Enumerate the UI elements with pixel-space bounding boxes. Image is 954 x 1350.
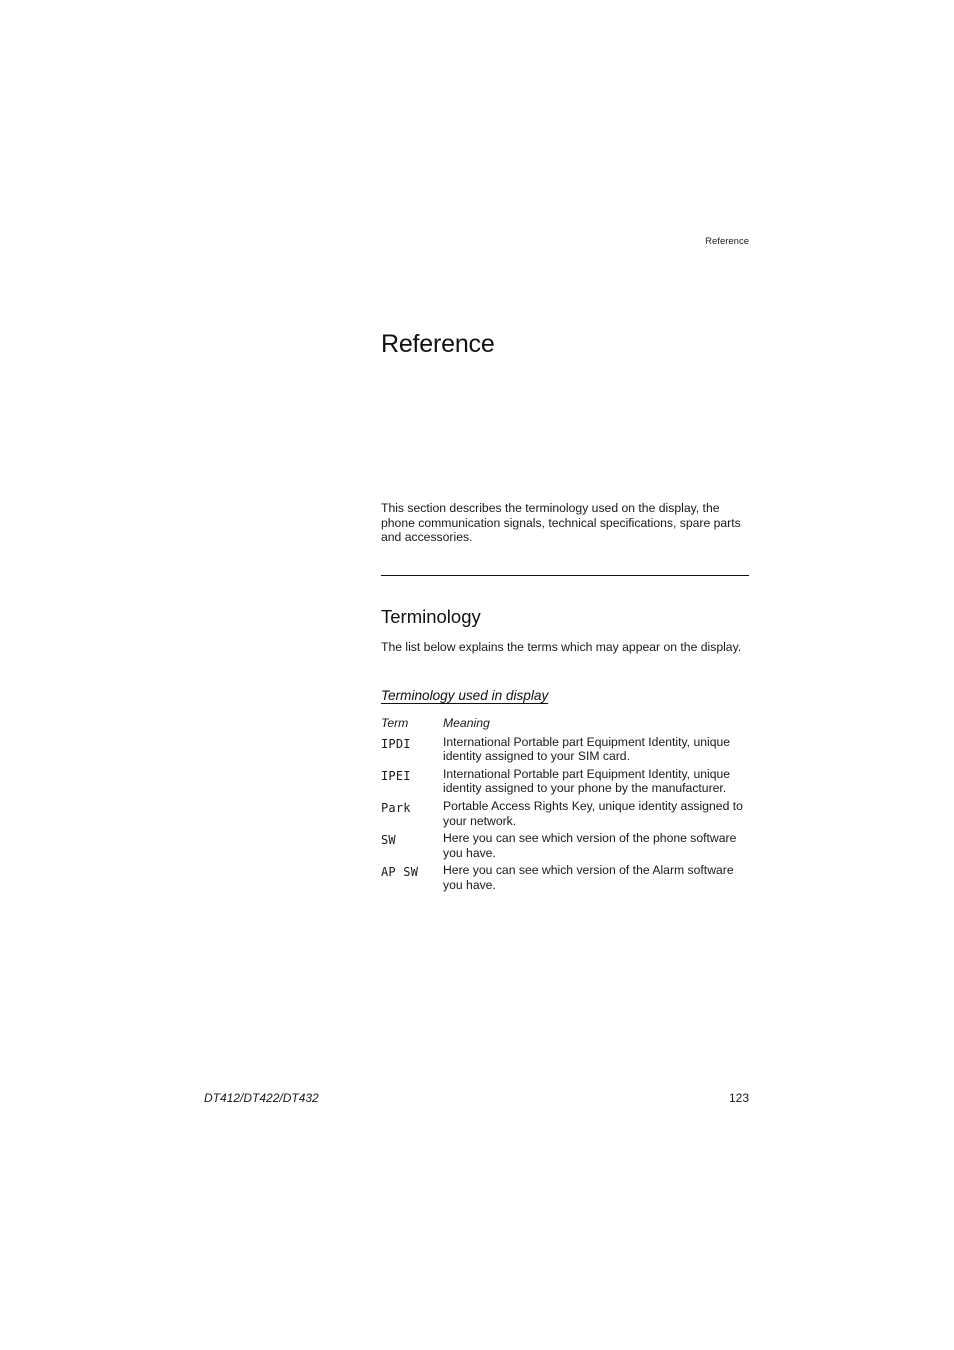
column-header-meaning: Meaning — [443, 716, 490, 730]
running-header: Reference — [705, 236, 749, 247]
table-header-row — [381, 716, 753, 731]
meaning-cell: Here you can see which version of the Alarm software you have. — [443, 863, 734, 892]
table-row — [381, 831, 753, 860]
meaning-cell: Here you can see which version of the phone software you have. — [443, 831, 737, 860]
term-cell: IPEI — [381, 768, 411, 783]
table-row — [381, 799, 753, 828]
table-row — [381, 735, 753, 764]
term-cell: Park — [381, 800, 411, 815]
chapter-intro: This section describes the terminology used on the display, the phone communication signals, technical specifications, spare parts and accessories. — [381, 501, 741, 545]
term-cell: SW — [381, 833, 396, 848]
subsection-title: Terminology used in display — [381, 688, 549, 703]
term-cell: AP SW — [381, 865, 419, 880]
column-header-term: Term — [381, 716, 409, 730]
table-row — [381, 863, 753, 892]
meaning-cell: Portable Access Rights Key, unique identity assigned to your network. — [443, 798, 743, 828]
meaning-cell: International Portable part Equipment Identity, unique identity assigned to your SIM card. — [443, 734, 731, 764]
term-cell: IPDI — [381, 736, 411, 751]
footer-page-number: 123 — [728, 1091, 749, 1105]
table-row — [381, 767, 753, 796]
meaning-cell: International Portable part Equipment Identity, unique identity assigned to your phone by the manufacturer. — [443, 766, 731, 796]
chapter-title: Reference — [381, 330, 495, 358]
section-intro: The list below explains the terms which may appear on the display. — [381, 640, 742, 654]
section-title: Terminology — [381, 606, 481, 627]
section-divider — [381, 575, 749, 576]
footer-product-name: DT412/DT422/DT432 — [204, 1091, 319, 1105]
terminology-table — [381, 716, 753, 896]
